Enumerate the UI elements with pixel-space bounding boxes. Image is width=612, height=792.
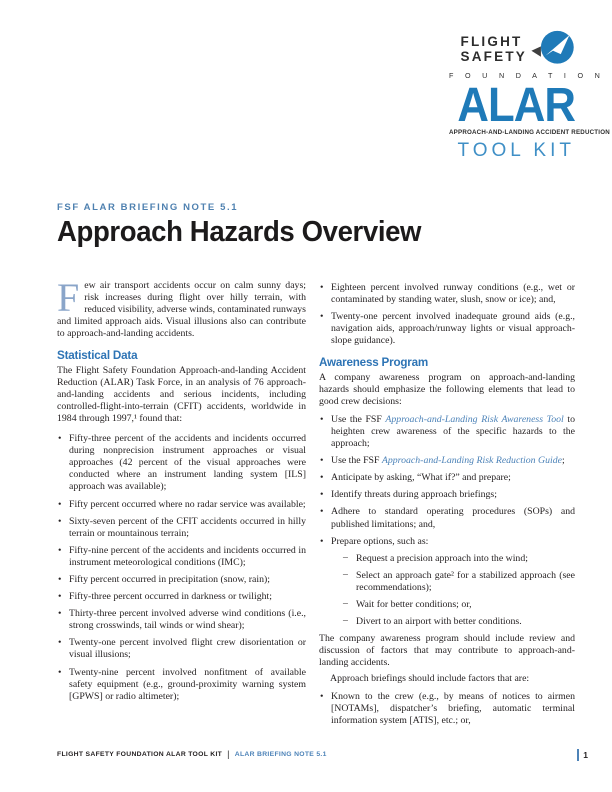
sub-list-item (343, 553, 575, 565)
list-item (319, 414, 575, 450)
dash-icon: – (343, 615, 348, 627)
logo-foundation-text: F O U N D A T I O N (449, 71, 605, 80)
footer-separator: | (227, 749, 230, 759)
list-item-text: Twenty-one percent involved flight crew disorientation or visual illusions; (69, 637, 306, 661)
sub-list-item-text: Select an approach gate² for a stabilized approach (see recommendations); (356, 569, 575, 593)
list-item-text: Identify threats during approach briefings; (331, 489, 497, 501)
sub-list-item-text: Request a precision approach into the wind; (356, 552, 528, 564)
list-item-text: Fifty-nine percent of the accidents and incidents occurred in instrument meteorological conditions (IMC); (69, 544, 306, 568)
list-item (319, 691, 575, 727)
list-item (57, 545, 306, 569)
list-item-text: Twenty-nine percent involved nonfitment of available safety equipment (e.g., ground-proximity warning system [GPWS] or radio altimeter); (69, 666, 306, 702)
list-item-text: Thirty-three percent involved adverse wind conditions (i.e., strong crosswinds, tail winds or wind shear); (69, 608, 306, 632)
list-item (319, 489, 575, 501)
bullet-icon: • (320, 311, 324, 323)
list-item-text: Eighteen percent involved runway conditions (e.g., wet or contaminated by standing water, slush, snow or ice); and, (331, 282, 575, 306)
awareness-bullet-list (319, 414, 575, 628)
list-item (57, 499, 306, 511)
footer-briefing-note-text: ALAR BRIEFING NOTE 5.1 (234, 750, 327, 758)
sub-list-item (343, 599, 575, 611)
list-item (319, 455, 575, 467)
risk-reduction-guide-link[interactable]: Approach-and-Landing Risk Reduction Guide (381, 455, 562, 467)
list-item (319, 311, 575, 347)
logo-toolkit-text: TOOL KIT (457, 140, 575, 161)
bullet-icon: • (320, 282, 324, 293)
bullet-icon: • (320, 472, 324, 484)
bullet-pre-text: Use the FSF (331, 455, 382, 467)
bullet-icon: • (58, 433, 62, 445)
statistical-bullet-list (57, 433, 306, 703)
bullet-icon: • (58, 608, 62, 620)
left-column (57, 275, 306, 708)
bullet-icon: • (58, 515, 62, 527)
bullet-icon: • (320, 455, 324, 467)
footer (57, 750, 327, 758)
sub-list-item (343, 616, 575, 628)
page-title: Approach Hazards Overview (57, 216, 422, 248)
bullet-icon: • (320, 690, 324, 702)
statistical-bullet-list-continued (319, 282, 575, 347)
list-item (319, 536, 575, 629)
bullet-icon: • (58, 666, 62, 678)
bullet-icon: • (320, 489, 324, 501)
bullet-icon: • (320, 413, 324, 425)
logo-flight-text: FLIGHT (460, 34, 523, 49)
list-item-text: Fifty-three percent occurred in darkness or twilight; (69, 591, 272, 603)
page-number-bar (577, 749, 580, 761)
bullet-icon: • (58, 544, 62, 556)
list-item-text: Prepare options, such as: (331, 535, 429, 547)
bullet-post-text: to heighten crew awareness of the specific hazards to the approach; (331, 413, 575, 450)
list-item-text: Adhere to standard operating procedures (SOPs) and published limitations; and, (331, 506, 575, 530)
page-number-block (577, 749, 588, 761)
page-number: 1 (583, 750, 588, 760)
list-item (57, 637, 306, 661)
awareness-closing-paragraph: The company awareness program should include review and discussion of factors that may contribute to approach-and-landing accidents. (319, 633, 575, 669)
bullet-icon: • (58, 573, 62, 585)
list-item-text: Fifty percent occurred in precipitation (snow, rain); (69, 573, 270, 585)
list-item-text (331, 455, 565, 466)
dropcap-letter: F (57, 275, 80, 320)
sub-list-item (343, 570, 575, 594)
list-item-text: Fifty-three percent of the accidents and incidents occurred during nonprecision instrument approaches or visual approaches (42 percent of the visual approaches were conducted where an instrument landing system [ILS] approach was available); (69, 433, 306, 493)
list-item-text: Anticipate by asking, “What if?” and prepare; (331, 472, 511, 484)
briefing-intro-line: Approach briefings should include factors that are: (330, 673, 530, 685)
section-heading-awareness-program: Awareness Program (319, 355, 429, 370)
list-item (57, 516, 306, 540)
briefing-note-eyebrow: FSF ALAR BRIEFING NOTE 5.1 (57, 202, 239, 213)
list-item-text (331, 414, 575, 449)
dash-icon: – (343, 551, 348, 563)
list-item (319, 282, 575, 306)
list-item (57, 574, 306, 586)
list-item-text: Twenty-one percent involved inadequate ground aids (e.g., navigation aids, approach/runway lights or visual approach-slope guidance). (331, 311, 575, 347)
list-item (57, 591, 306, 603)
bullet-icon: • (58, 498, 62, 510)
list-item (57, 433, 306, 493)
logo-alar-wordmark: ALAR (457, 76, 575, 132)
intro-paragraph (57, 275, 306, 340)
sub-list-item-text: Divert to an airport with better conditions. (356, 616, 522, 628)
logo-safety-text: SAFETY (460, 49, 527, 64)
list-item (57, 608, 306, 632)
statistical-lead-paragraph: The Flight Safety Foundation Approach-and-landing Accident Reduction (ALAR) Task Force, in an analysis of 76 approach-and-landing accidents and serious incidents, including controlled-flight-into-terrain (CFIT) accidents, worldwide in 1984 through 1997,¹ found that: (57, 364, 306, 424)
list-item (57, 667, 306, 703)
bullet-post-text: ; (561, 455, 565, 467)
briefing-factors-list (319, 691, 575, 727)
footer-brand-text: FLIGHT SAFETY FOUNDATION ALAR TOOL KIT (57, 750, 223, 758)
bullet-pre-text: Use the FSF (331, 413, 386, 425)
fsf-alar-logo (449, 30, 610, 162)
bullet-icon: • (320, 506, 324, 518)
sub-list-item-text: Wait for better conditions; or, (356, 598, 472, 610)
bullet-icon: • (58, 637, 62, 649)
list-item (319, 472, 575, 484)
flight-safety-wordmark (461, 34, 527, 64)
list-item-text: Known to the crew (e.g., by means of notices to airmen [NOTAMs], dispatcher’s briefing, automatic terminal information system [ATIS], etc.; or, (331, 690, 575, 726)
dash-icon: – (343, 597, 348, 609)
intro-text: ew air transport accidents occur on calm sunny days; risk increases during flight over hilly terrain, with reduced visibility, adverse winds, contaminated runways and limited approach aids. Visual illusions also can contribute to approach-and-landing accidents. (57, 280, 306, 340)
airplane-icon (531, 30, 575, 68)
list-item-text: Sixty-seven percent of the CFIT accidents occurred in hilly terrain or mountainous terrain; (69, 515, 306, 539)
list-item-text: Fifty percent occurred where no radar service was available; (69, 498, 306, 510)
list-item (319, 506, 575, 530)
bullet-icon: • (58, 591, 62, 603)
prepare-options-sublist (331, 553, 575, 628)
dash-icon: – (343, 568, 348, 580)
awareness-lead-paragraph: A company awareness program on approach-and-landing hazards should emphasize the following elements that lead to good crew decisions: (319, 371, 575, 407)
logo-top-row (449, 30, 575, 68)
logo-tagline: APPROACH-AND-LANDING ACCIDENT REDUCTION (449, 129, 610, 136)
risk-awareness-tool-link[interactable]: Approach-and-Landing Risk Awareness Tool (385, 413, 564, 425)
bullet-icon: • (320, 535, 324, 547)
right-column (319, 280, 575, 732)
section-heading-statistical-data: Statistical Data (57, 348, 138, 363)
